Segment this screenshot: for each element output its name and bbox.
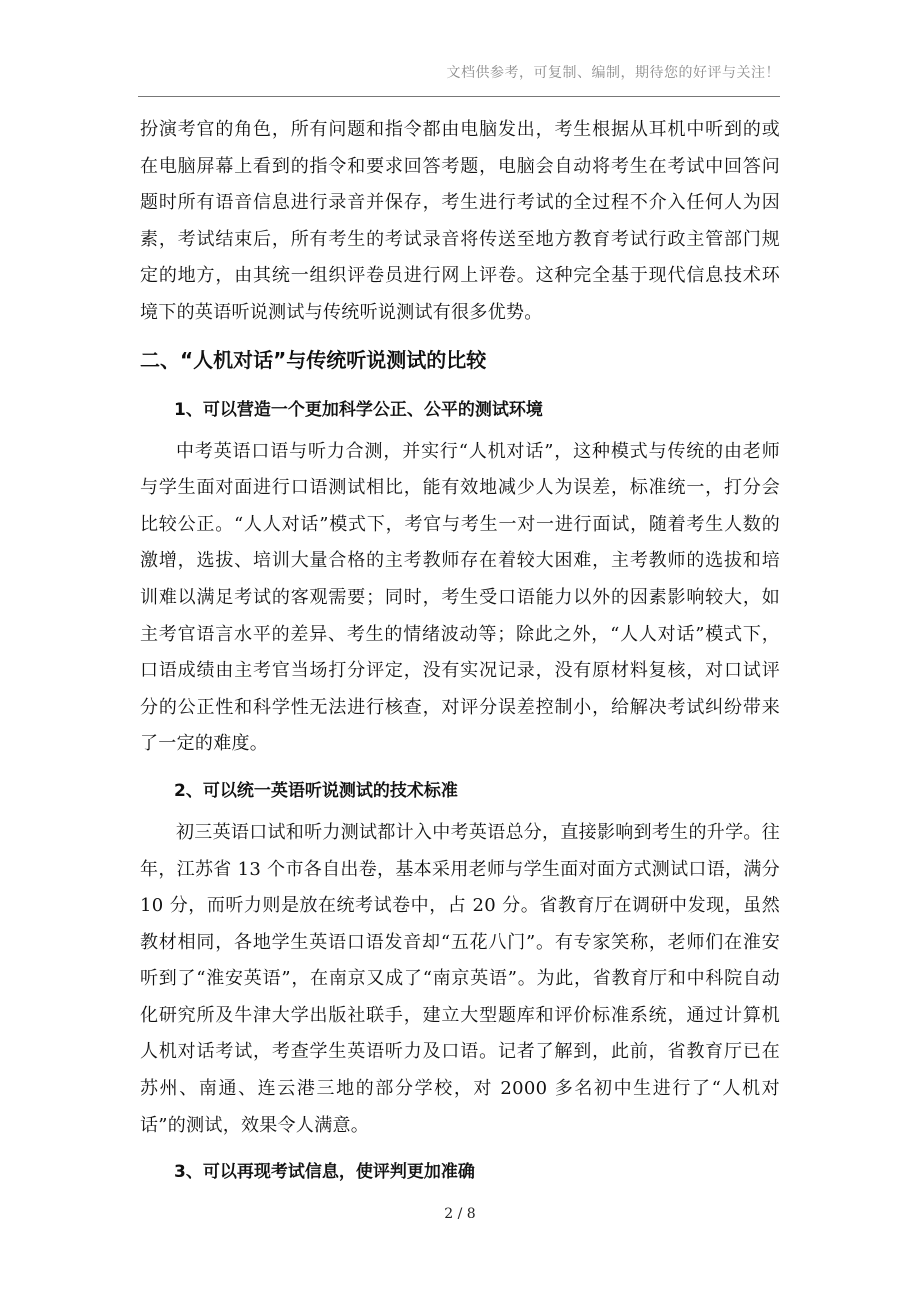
paragraph-2: 初三英语口试和听力测试都计入中考英语总分，直接影响到考生的升学。往年，江苏省 13 个市各自出卷，基本采用老师与学生面对面方式测试口语，满分 10 分，而听力则是放在统考试卷中，占 20 分。省教育厅在调研中发现，虽然教材相同，各地学生英语口语发音却“五花八门”。有专家笑称，老师们在淮安听到了“淮安英语”，在南京又成了“南京英语”。为此，省教育厅和中科院自动化研究所及牛津大学出版社联手，建立大型题库和评价标准系统，通过计算机人机对话考试，考查学生英语听力及口语。记者了解到，此前，省教育厅已在苏州、南通、连云港三地的部分学校，对 2000 多名初中生进行了“人机对话”的测试，效果令人满意。 (140, 821, 780, 1136)
paragraph-1: 中考英语口语与听力合测，并实行“人机对话”，这种模式与传统的由老师与学生面对面进行口语测试相比，能有效地减少人为误差，标准统一，打分会比较公正。“人人对话”模式下，考官与考生一对一进行面试，随着考生人数的激增，选拔、培训大量合格的主考教师存在着较大困难，主考教师的选拔和培训难以满足考试的客观需要；同时，考生受口语能力以外的因素影响较大，如主考官语言水平的差异、考生的情绪波动等；除此之外，“人人对话”模式下，口语成绩由主考官当场打分评定，没有实况记录，没有原材料复核，对口试评分的公正性和科学性无法进行核查，对评分误差控制小，给解决考试纠纷带来了一定的难度。 (140, 440, 780, 755)
section-heading: 二、“人机对话”与传统听说测试的比较 (140, 347, 487, 372)
subheading-3: 3、可以再现考试信息，使评判更加准确 (174, 1162, 475, 1183)
page-number: 2 / 8 (444, 1206, 476, 1222)
header-note: 文档供参考，可复制、编制，期待您的好评与关注！ (446, 65, 780, 81)
document-body (140, 112, 780, 1196)
intro-paragraph: 扮演考官的角色，所有问题和指令都由电脑发出，考生根据从耳机中听到的或在电脑屏幕上看到的指令和要求回答考题，电脑会自动将考生在考试中回答问题时所有语音信息进行录音并保存，考生进行考试的全过程不介入任何人为因素，考试结束后，所有考生的考试录音将传送至地方教育考试行政主管部门规定的地方，由其统一组织评卷员进行网上评卷。这种完全基于现代信息技术环境下的英语听说测试与传统听说测试有很多优势。 (140, 119, 780, 323)
subheading-1: 1、可以营造一个更加科学公正、公平的测试环境 (174, 399, 543, 420)
subheading-2: 2、可以统一英语听说测试的技术标准 (174, 780, 458, 801)
header-divider (138, 96, 780, 97)
